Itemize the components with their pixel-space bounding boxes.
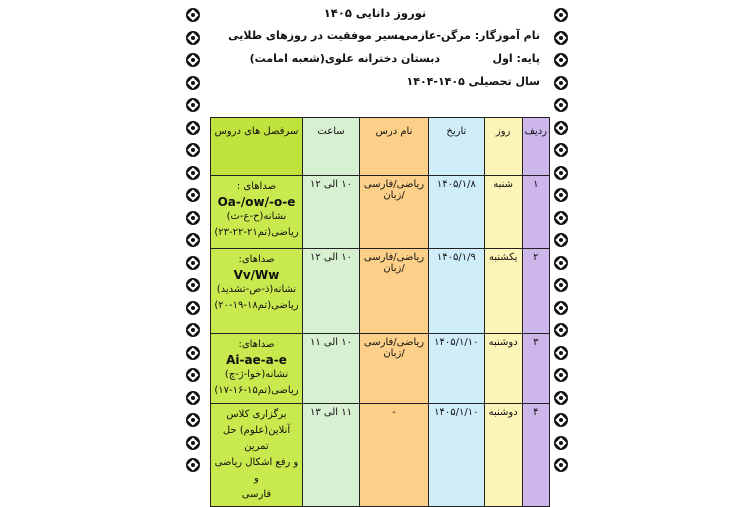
cell-topics bbox=[211, 249, 303, 334]
ornament-icon bbox=[554, 323, 568, 337]
ornament-icon bbox=[554, 391, 568, 405]
cell-date: ۱۴۰۵/۱/۸ bbox=[428, 176, 484, 249]
cell-time: ۱۰ الی ۱۲ bbox=[302, 176, 359, 249]
cell-row-number: ۳ bbox=[522, 334, 549, 404]
schedule-table bbox=[210, 117, 550, 507]
header-day: روز bbox=[484, 118, 522, 176]
ornament-icon bbox=[554, 368, 568, 382]
header-lesson: نام درس bbox=[360, 118, 429, 176]
ornament-icon bbox=[186, 278, 200, 292]
ornament-icon bbox=[186, 121, 200, 135]
cell-lesson: ریاضی/فارسی /زبان bbox=[360, 176, 429, 249]
table-row bbox=[211, 249, 550, 334]
grade-label: پایه: اول bbox=[492, 52, 540, 65]
ornament-icon bbox=[186, 98, 200, 112]
topic-line: فارسی bbox=[241, 489, 272, 500]
ornament-icon bbox=[554, 346, 568, 360]
cell-lesson: ریاضی/فارسی /زبان bbox=[360, 334, 429, 404]
header-row-number: ردیف bbox=[522, 118, 549, 176]
ornament-icon bbox=[186, 436, 200, 450]
ornament-icon bbox=[186, 233, 200, 247]
cell-lesson: - bbox=[360, 404, 429, 507]
ornament-icon bbox=[186, 368, 200, 382]
ornament-icon bbox=[554, 233, 568, 247]
header-date: تاریخ bbox=[428, 118, 484, 176]
document-title: نوروز دانایی ۱۴۰۵ bbox=[323, 6, 427, 20]
cell-time: ۱۰ الی ۱۲ bbox=[302, 249, 359, 334]
table-header-row bbox=[211, 118, 550, 176]
ornament-icon bbox=[186, 143, 200, 157]
left-decorative-border bbox=[180, 0, 206, 480]
ornament-icon bbox=[554, 121, 568, 135]
table-row bbox=[211, 334, 550, 404]
ornament-icon bbox=[554, 458, 568, 472]
ornament-icon bbox=[186, 323, 200, 337]
topic-line: ریاضی(تم۱۸-۱۹-۲۰) bbox=[214, 300, 299, 311]
header-time: ساعت bbox=[302, 118, 359, 176]
ornament-icon bbox=[554, 8, 568, 22]
cell-day: دوشنبه bbox=[484, 334, 522, 404]
ornament-icon bbox=[554, 76, 568, 90]
table-row bbox=[211, 404, 550, 507]
ornament-icon bbox=[554, 301, 568, 315]
school-name: دبستان دخترانه علوی(شعبه امامت) bbox=[249, 52, 440, 65]
cell-topics bbox=[211, 404, 303, 507]
ornament-icon bbox=[186, 211, 200, 225]
ornament-icon bbox=[186, 346, 200, 360]
ornament-icon bbox=[186, 76, 200, 90]
cell-time: ۱۰ الی ۱۱ bbox=[302, 334, 359, 404]
table-row bbox=[211, 176, 550, 249]
cell-row-number: ۱ bbox=[522, 176, 549, 249]
topic-line: و رفع اشکال ریاضی و bbox=[214, 457, 299, 484]
ornament-icon bbox=[554, 436, 568, 450]
cell-topics bbox=[211, 334, 303, 404]
topic-line: صداهای : bbox=[236, 181, 277, 192]
ornament-icon bbox=[186, 188, 200, 202]
ornament-icon bbox=[186, 413, 200, 427]
cell-time: ۱۱ الی ۱۳ bbox=[302, 404, 359, 507]
topic-line: ریاضی(تم۱۵-۱۶-۱۷) bbox=[214, 385, 299, 396]
cell-lesson: ریاضی/فارسی /زبان bbox=[360, 249, 429, 334]
ornament-icon bbox=[186, 458, 200, 472]
cell-date: ۱۴۰۵/۱/۱۰ bbox=[428, 404, 484, 507]
ornament-icon bbox=[186, 8, 200, 22]
ornament-icon bbox=[186, 391, 200, 405]
ornament-icon bbox=[554, 278, 568, 292]
ornament-icon bbox=[186, 53, 200, 67]
topic-line: صداهای: bbox=[238, 339, 275, 350]
ornament-icon bbox=[186, 301, 200, 315]
cell-day: یکشنبه bbox=[484, 249, 522, 334]
ornament-icon bbox=[186, 166, 200, 180]
ornament-icon bbox=[554, 211, 568, 225]
ornament-icon bbox=[186, 31, 200, 45]
ornament-icon bbox=[554, 53, 568, 67]
topic-line: آنلاین(علوم) حل تمرین bbox=[222, 425, 291, 452]
document-subtitle: مسیر موفقیت در روزهای طلایی bbox=[228, 29, 405, 42]
ornament-icon bbox=[186, 256, 200, 270]
ornament-icon bbox=[554, 256, 568, 270]
cell-day: دوشنبه bbox=[484, 404, 522, 507]
cell-date: ۱۴۰۵/۱/۱۰ bbox=[428, 334, 484, 404]
topic-line: نشانه(ح-ع-ث) bbox=[226, 211, 287, 222]
topic-line: ریاضی(تم۲۱-۲۲-۲۳) bbox=[214, 227, 299, 238]
topic-line: برگزاری کلاس bbox=[226, 409, 287, 420]
teacher-name: نام آموزگار: مرگن-عازمی bbox=[400, 29, 540, 42]
topic-phonics: Ai-ae-a-e bbox=[226, 353, 287, 367]
cell-row-number: ۴ bbox=[522, 404, 549, 507]
topic-line: نشانه(ذ-ص-تشدید) bbox=[216, 284, 297, 295]
cell-topics bbox=[211, 176, 303, 249]
right-decorative-border bbox=[548, 0, 574, 480]
academic-year: سال تحصیلی ۱۴۰۵-۱۴۰۴ bbox=[406, 75, 540, 88]
cell-day: شنبه bbox=[484, 176, 522, 249]
cell-row-number: ۲ bbox=[522, 249, 549, 334]
topic-phonics: Oa-/ow/-o-e bbox=[217, 195, 296, 209]
ornament-icon bbox=[554, 413, 568, 427]
topic-line: نشانه(خوا-ژ-چ) bbox=[224, 369, 289, 380]
ornament-icon bbox=[554, 166, 568, 180]
topic-phonics: Vv/Ww bbox=[233, 268, 280, 282]
cell-date: ۱۴۰۵/۱/۹ bbox=[428, 249, 484, 334]
header-topics: سرفصل های دروس bbox=[211, 118, 303, 176]
topic-line: صداهای: bbox=[238, 254, 275, 265]
ornament-icon bbox=[554, 143, 568, 157]
ornament-icon bbox=[554, 188, 568, 202]
ornament-icon bbox=[554, 98, 568, 112]
ornament-icon bbox=[554, 31, 568, 45]
